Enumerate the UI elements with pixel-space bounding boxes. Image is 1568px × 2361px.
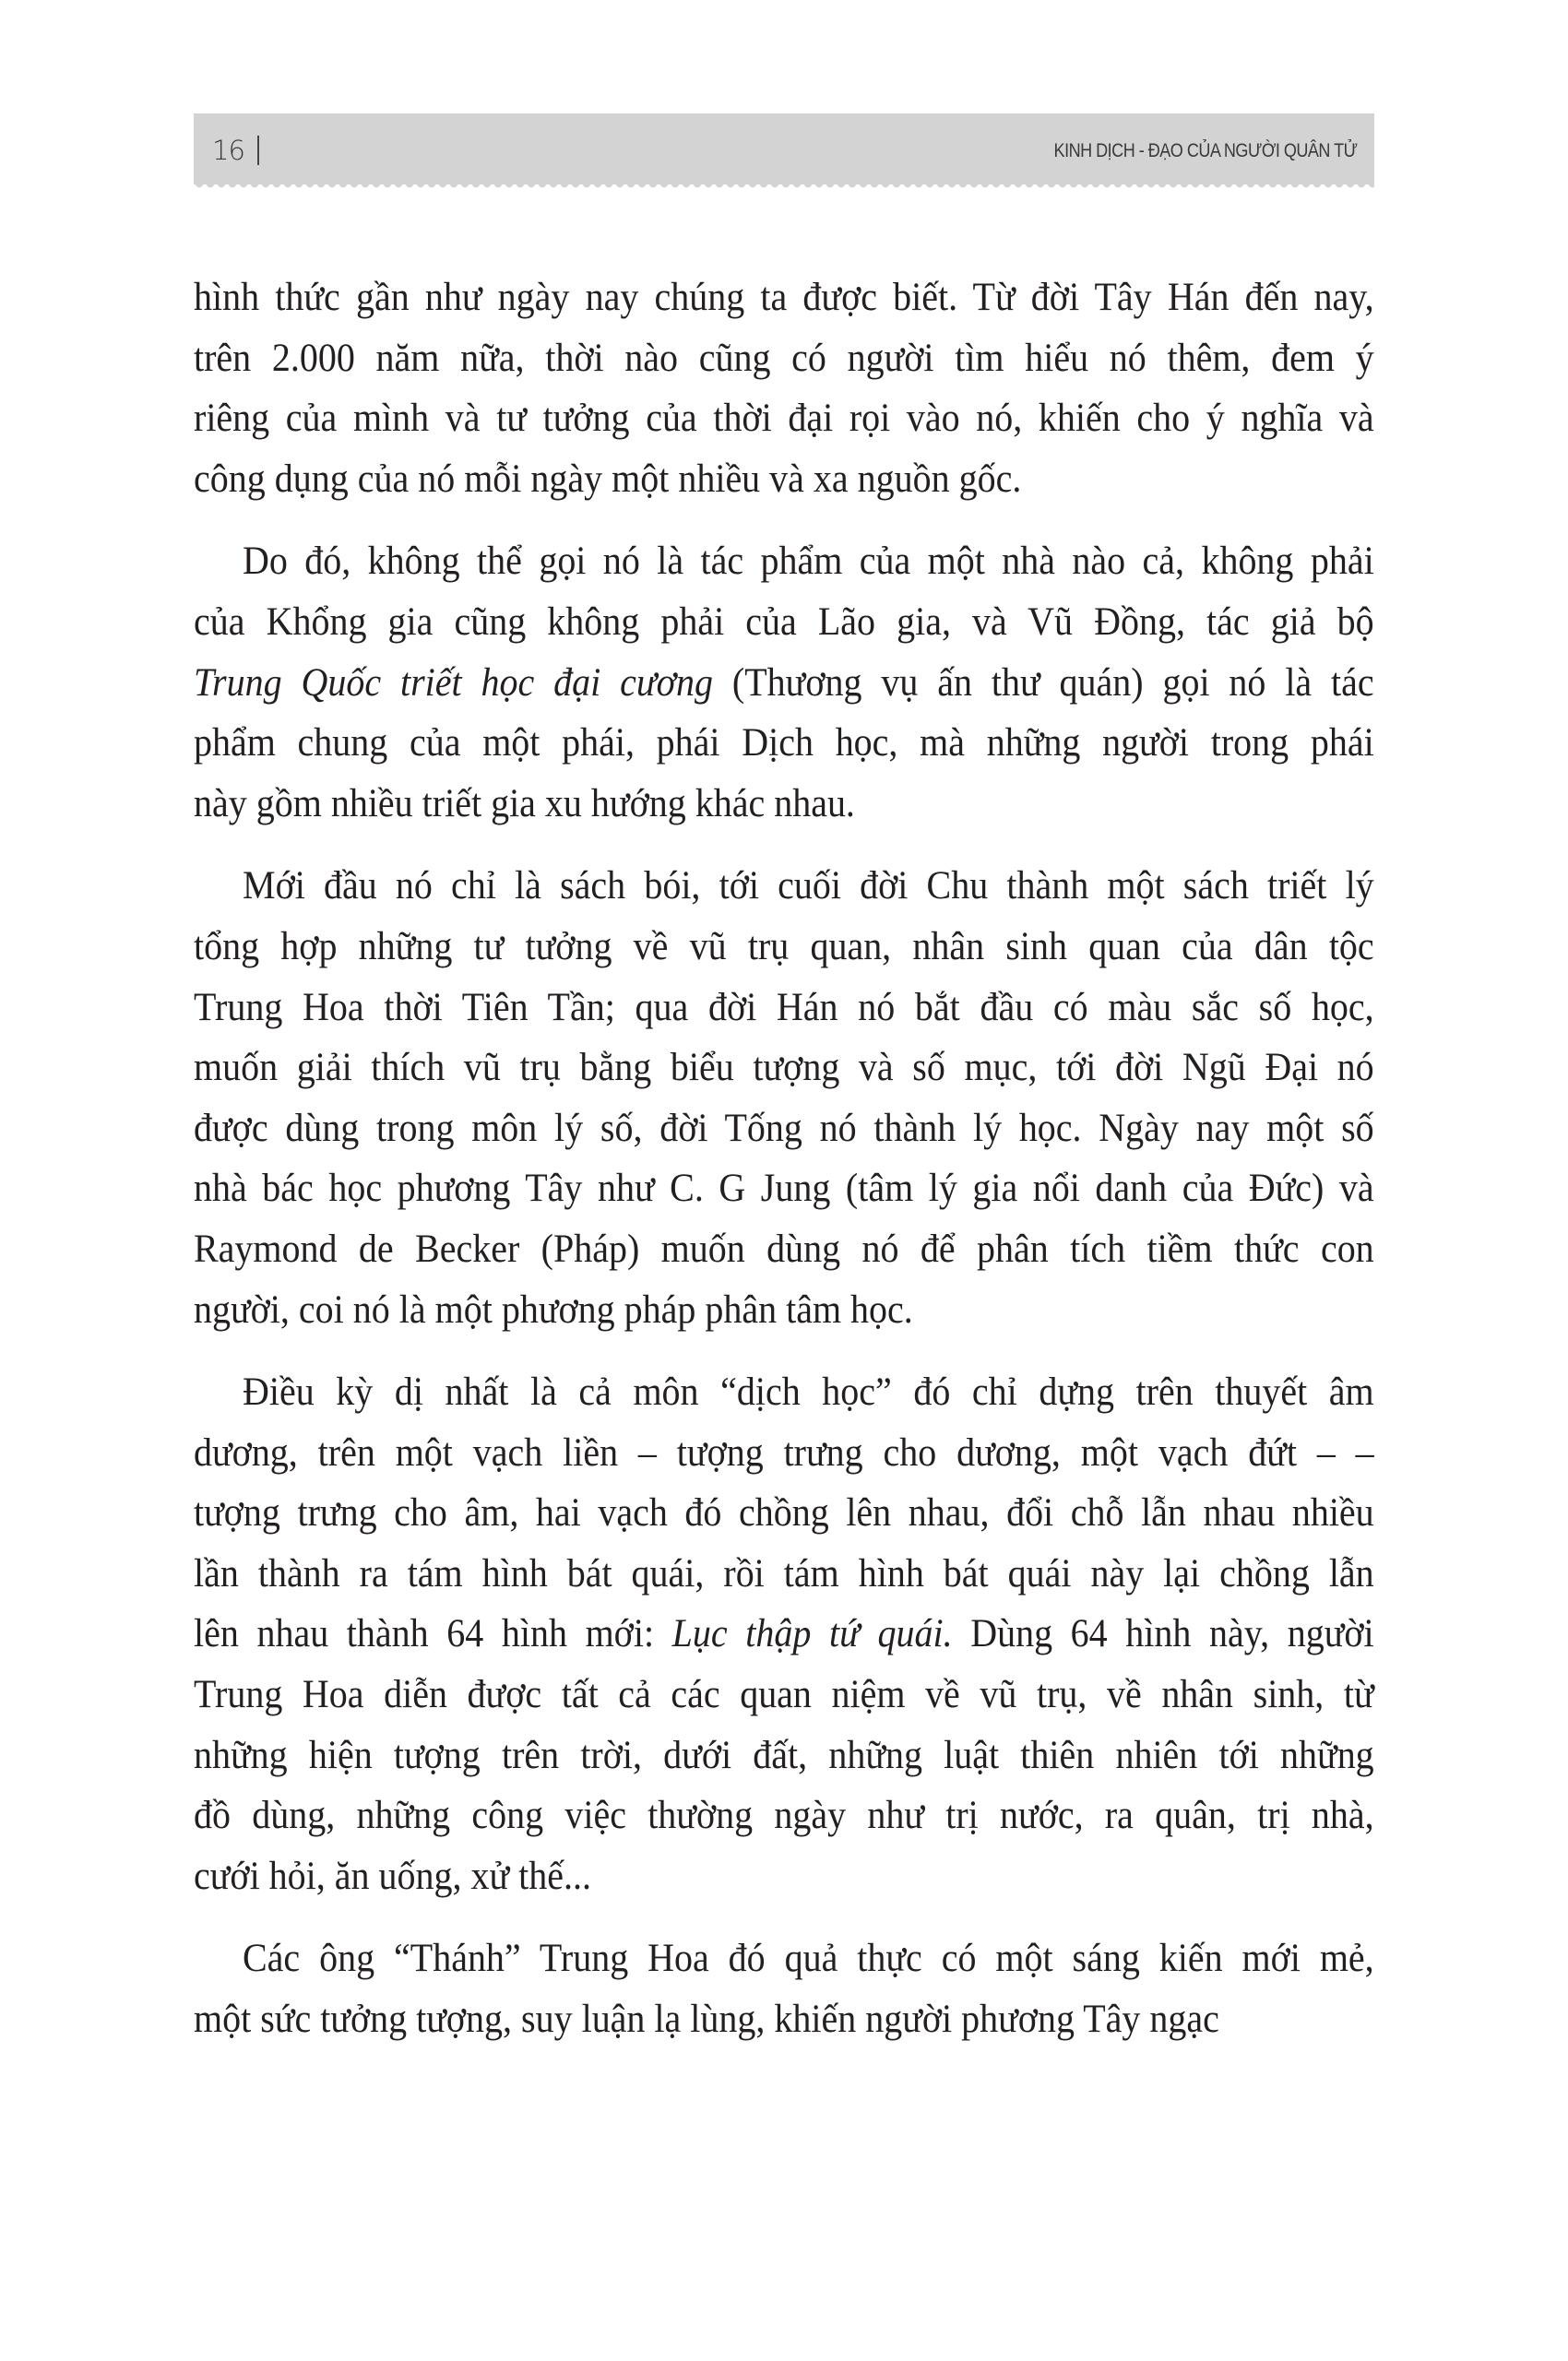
text-line bbox=[194, 1604, 1374, 1665]
text-segment: người, coi nó là một phương pháp phân tâm học. bbox=[194, 1287, 913, 1332]
text-segment: cưới hỏi, ăn uống, xử thế... bbox=[194, 1854, 592, 1898]
text-line bbox=[194, 1098, 1374, 1159]
text-segment: của Khổng gia cũng không phải của Lão gia, và Vũ Đồng, tác giả bộ bbox=[194, 599, 1374, 644]
text-segment: một sức tưởng tượng, suy luận lạ lùng, khiến người phương Tây ngạc bbox=[194, 1998, 1219, 2042]
header-separator bbox=[257, 136, 259, 165]
text-segment: phẩm chung của một phái, phái Dịch học, mà những người trong phái bbox=[194, 721, 1374, 765]
text-segment: những hiện tượng trên trời, dưới đất, những luật thiên nhiên tới những bbox=[194, 1733, 1374, 1777]
text-line bbox=[194, 1038, 1374, 1098]
text-line bbox=[194, 1786, 1374, 1846]
text-line bbox=[194, 531, 1374, 592]
text-segment: trên 2.000 năm nữa, thời nào cũng có người tìm hiểu nó thêm, đem ý bbox=[194, 336, 1374, 380]
text-line bbox=[194, 1280, 1374, 1341]
paragraph bbox=[194, 1362, 1374, 1906]
text-segment: Mới đầu nó chỉ là sách bói, tới cuối đời Chu thành một sách triết lý bbox=[243, 864, 1374, 908]
text-segment: Trung Hoa thời Tiên Tần; qua đời Hán nó bắt đầu có màu sắc số học, bbox=[194, 985, 1374, 1029]
text-segment: (Thương vụ ấn thư quán) gọi nó là tác bbox=[713, 660, 1374, 705]
text-line bbox=[194, 1989, 1374, 2050]
text-line bbox=[194, 592, 1374, 653]
paragraph bbox=[194, 1928, 1374, 2049]
text-line bbox=[194, 1928, 1374, 1989]
text-line bbox=[194, 917, 1374, 978]
page-number: 16 bbox=[212, 135, 244, 166]
text-segment: tượng trưng cho âm, hai vạch đó chồng lên nhau, đổi chỗ lẫn nhau nhiều bbox=[194, 1491, 1374, 1536]
text-segment: Dùng 64 hình này, người bbox=[952, 1612, 1374, 1656]
text-segment: Điều kỳ dị nhất là cả môn “dịch học” đó chỉ dựng trên thuyết âm bbox=[243, 1370, 1374, 1415]
text-line bbox=[194, 856, 1374, 917]
text-line bbox=[194, 1423, 1374, 1484]
text-segment: Trung Hoa diễn được tất cả các quan niệm về vũ trụ, về nhân sinh, từ bbox=[194, 1673, 1374, 1717]
text-line bbox=[194, 449, 1374, 510]
book-title: KINH DỊCH - ĐẠO CỦA NGƯỜI QUÂN TỬ bbox=[1053, 140, 1358, 161]
text-line bbox=[194, 653, 1374, 714]
text-line bbox=[194, 978, 1374, 1038]
body-text bbox=[194, 267, 1374, 2072]
text-line bbox=[194, 1726, 1374, 1786]
paragraph bbox=[194, 856, 1374, 1340]
text-segment: này gồm nhiều triết gia xu hướng khác nhau. bbox=[194, 781, 855, 825]
italic-text: Trung Quốc triết học đại cương bbox=[194, 660, 714, 705]
text-line bbox=[194, 1483, 1374, 1544]
text-segment: nhà bác học phương Tây như C. G Jung (tâm lý gia nổi danh của Đức) và bbox=[194, 1167, 1374, 1211]
text-segment: lần thành ra tám hình bát quái, rồi tám hình bát quái này lại chồng lẫn bbox=[194, 1551, 1374, 1596]
paragraph bbox=[194, 531, 1374, 834]
text-line bbox=[194, 1362, 1374, 1423]
text-segment: tổng hợp những tư tưởng về vũ trụ quan, nhân sinh quan của dân tộc bbox=[194, 924, 1374, 968]
text-line bbox=[194, 713, 1374, 774]
text-segment: công dụng của nó mỗi ngày một nhiều và xa nguồn gốc. bbox=[194, 457, 1022, 501]
text-segment: được dùng trong môn lý số, đời Tống nó thành lý học. Ngày nay một số bbox=[194, 1106, 1374, 1150]
text-segment: muốn giải thích vũ trụ bằng biểu tượng và số mục, tới đời Ngũ Đại nó bbox=[194, 1046, 1374, 1090]
text-line bbox=[194, 388, 1374, 449]
text-line bbox=[194, 1846, 1374, 1907]
running-header bbox=[194, 113, 1374, 184]
text-segment: dương, trên một vạch liền – tượng trưng cho dương, một vạch đứt – – bbox=[194, 1430, 1374, 1475]
text-segment: Các ông “Thánh” Trung Hoa đó quả thực có một sáng kiến mới mẻ, bbox=[243, 1937, 1374, 1981]
text-segment: đồ dùng, những công việc thường ngày như trị nước, ra quân, trị nhà, bbox=[194, 1794, 1374, 1838]
text-segment: Do đó, không thể gọi nó là tác phẩm của một nhà nào cả, không phải bbox=[243, 540, 1374, 584]
text-segment: lên nhau thành 64 hình mới: bbox=[194, 1612, 672, 1656]
text-line bbox=[194, 328, 1374, 389]
text-segment: Raymond de Becker (Pháp) muốn dùng nó để phân tích tiềm thức con bbox=[194, 1227, 1374, 1271]
text-line bbox=[194, 267, 1374, 328]
text-line bbox=[194, 1665, 1374, 1726]
text-segment: hình thức gần như ngày nay chúng ta được biết. Từ đời Tây Hán đến nay, bbox=[194, 276, 1374, 319]
text-line bbox=[194, 1219, 1374, 1280]
text-line bbox=[194, 1158, 1374, 1219]
text-segment: riêng của mình và tư tưởng của thời đại rọi vào nó, khiến cho ý nghĩa và bbox=[194, 397, 1374, 441]
text-line bbox=[194, 774, 1374, 835]
text-line bbox=[194, 1544, 1374, 1605]
paragraph bbox=[194, 267, 1374, 509]
italic-text: Lục thập tứ quái. bbox=[671, 1612, 953, 1656]
